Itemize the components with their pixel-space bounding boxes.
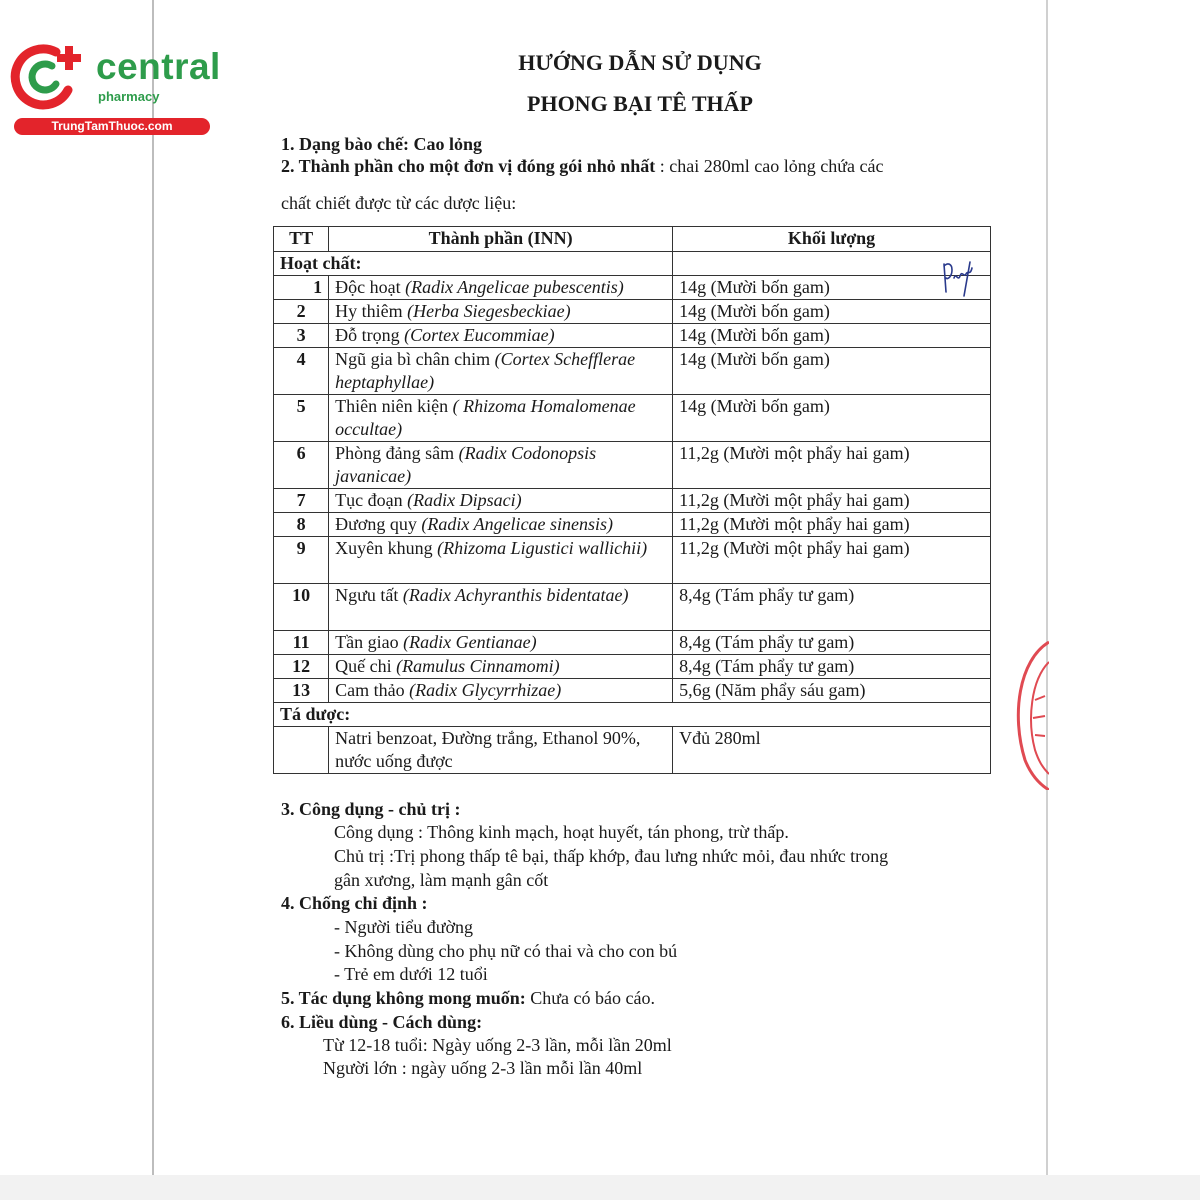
col-header-mass: Khối lượng xyxy=(673,227,991,252)
section-4-label: 4. Chống chỉ định : xyxy=(281,893,428,913)
logo-brand: central xyxy=(96,46,221,87)
table-row: 1 Độc hoạt (Radix Angelicae pubescentis) 14g (Mười bốn gam) xyxy=(274,276,991,300)
logo-url: TrungTamThuoc.com xyxy=(14,118,210,135)
contraindication-item: - Không dùng cho phụ nữ có thai và cho con bú xyxy=(334,941,678,961)
section-2-text: : chai 280ml cao lỏng chứa các xyxy=(659,156,884,176)
table-row xyxy=(274,727,991,774)
composition-table xyxy=(273,226,991,774)
excipient-label: Tá dược: xyxy=(274,703,991,727)
table-row: 5 Thiên niên kiện ( Rhizoma Homalomenae occultae) 14g (Mười bốn gam) xyxy=(274,395,991,442)
table-row: 4 Ngũ gia bì chân chim (Cortex Schefflerae heptaphyllae) 14g (Mười bốn gam) xyxy=(274,348,991,395)
section-6-label: 6. Liều dùng - Cách dùng: xyxy=(281,1012,483,1032)
section-2-text2: chất chiết được từ các dược liệu: xyxy=(281,193,517,213)
bottom-shade xyxy=(0,1175,1200,1200)
table-row: 11 Tần giao (Radix Gentianae) 8,4g (Tám phẩy tư gam) xyxy=(274,631,991,655)
section-3-line2: Chủ trị :Trị phong thấp tê bại, thấp khớp, đau lưng nhức mỏi, đau nhức trong xyxy=(334,846,889,866)
active-label: Hoạt chất: xyxy=(274,252,673,276)
section-5 xyxy=(281,988,655,1009)
section-3-line1: Công dụng : Thông kinh mạch, hoạt huyết, tán phong, trừ thấp. xyxy=(334,822,789,842)
section-1-label: 1. Dạng bào chế: xyxy=(281,134,410,154)
section-5-value: Chưa có báo cáo. xyxy=(530,988,655,1008)
table-row: 7 Tục đoạn (Radix Dipsaci) 11,2g (Mười một phẩy hai gam) xyxy=(274,489,991,513)
excipient-mass: Vđủ 280ml xyxy=(673,727,991,774)
page-edge-right xyxy=(1046,0,1048,1200)
section-5-label: 5. Tác dụng không mong muốn: xyxy=(281,988,526,1008)
product-name: PHONG BẠI TÊ THẤP xyxy=(527,91,753,116)
col-header-name: Thành phần (INN) xyxy=(329,227,673,252)
page-edge xyxy=(152,0,154,1200)
section-2 xyxy=(281,156,883,177)
active-section-row xyxy=(274,252,991,276)
table-header-row xyxy=(274,227,991,252)
section-3-line3: gân xương, làm mạnh gân cốt xyxy=(334,870,549,890)
table-row: 8 Đương quy (Radix Angelicae sinensis) 11,2g (Mười một phẩy hai gam) xyxy=(274,513,991,537)
table-row: 2 Hy thiêm (Herba Siegesbeckiae) 14g (Mười bốn gam) xyxy=(274,300,991,324)
section-1-value: Cao lỏng xyxy=(413,134,483,154)
dosage-line: Từ 12-18 tuổi: Ngày uống 2-3 lần, mỗi lần 20ml xyxy=(323,1035,672,1055)
table-row: 9 Xuyên khung (Rhizoma Ligustici wallichii) 11,2g (Mười một phẩy hai gam) xyxy=(274,537,991,584)
contraindication-item: - Trẻ em dưới 12 tuổi xyxy=(334,964,488,984)
section-3-label: 3. Công dụng - chủ trị : xyxy=(281,799,461,819)
table-row: 3 Đỗ trọng (Cortex Eucommiae) 14g (Mười bốn gam) xyxy=(274,324,991,348)
excipient-name: Natri benzoat, Đường trắng, Ethanol 90%, nước uống được xyxy=(329,727,673,774)
table-row: 12 Quế chi (Ramulus Cinnamomi) 8,4g (Tám phẩy tư gam) xyxy=(274,655,991,679)
logo-sub: pharmacy xyxy=(98,89,160,104)
table-row: 13 Cam thảo (Radix Glycyrrhizae) 5,6g (Năm phẩy sáu gam) xyxy=(274,679,991,703)
table-row: 10 Ngưu tất (Radix Achyranthis bidentatae) 8,4g (Tám phẩy tư gam) xyxy=(274,584,991,631)
section-2-label: 2. Thành phần cho một đơn vị đóng gói nhỏ nhất xyxy=(281,156,656,176)
table-row: 6 Phòng đảng sâm (Radix Codonopsis javanicae) 11,2g (Mười một phẩy hai gam) xyxy=(274,442,991,489)
signature-icon xyxy=(940,258,980,298)
col-header-tt: TT xyxy=(274,227,329,252)
dosage-line: Người lớn : ngày uống 2-3 lần mỗi lần 40ml xyxy=(323,1058,643,1078)
contraindication-item: - Người tiểu đường xyxy=(334,917,474,937)
stamp-icon xyxy=(1005,640,1049,790)
excipient-section-row xyxy=(274,703,991,727)
section-1 xyxy=(281,134,482,155)
document-title: HƯỚNG DẪN SỬ DỤNG xyxy=(518,50,762,75)
logo-mark-icon xyxy=(10,38,90,110)
